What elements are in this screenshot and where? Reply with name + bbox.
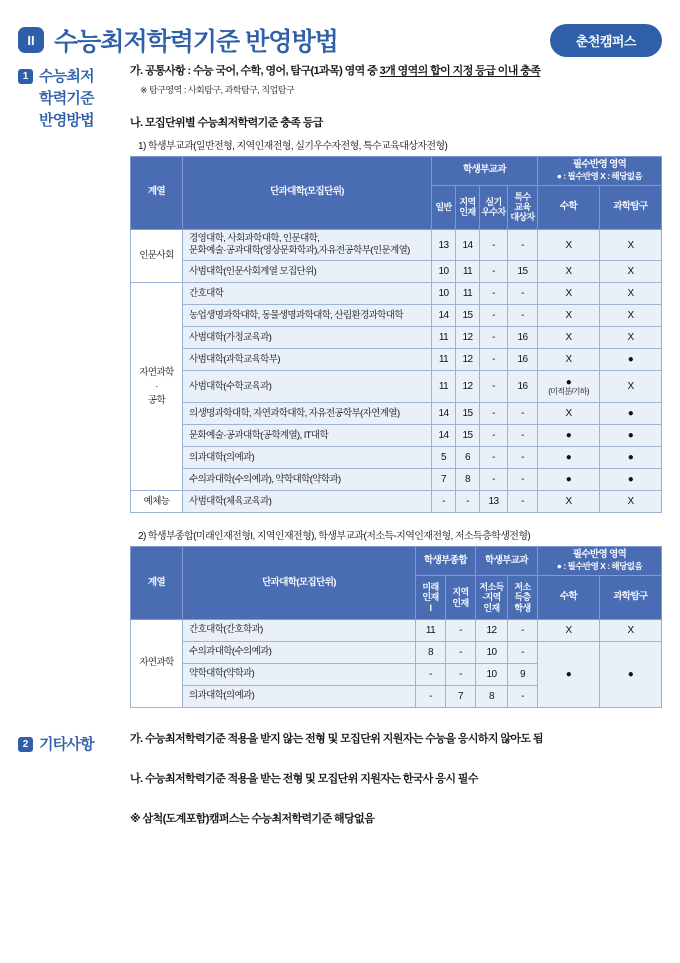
td-silgi: - xyxy=(479,261,507,283)
table-2-caption: 2) 학생부종합(미래인재전형I, 지역인재전형), 학생부교과(저소득-지역인재전형, 저소득층학생전형) xyxy=(138,531,531,543)
td-teuksu: - xyxy=(507,403,537,425)
th-suhak: 수학 xyxy=(538,576,600,620)
section-1 xyxy=(0,62,680,708)
td-jeosodeuk-haksaeng: 9 xyxy=(507,664,537,686)
td-teuksu: - xyxy=(507,491,537,513)
td-silgi: - xyxy=(479,403,507,425)
section-2 xyxy=(0,730,680,826)
td-unit-name: 문화예술·공과대학(공학계열), IT대학 xyxy=(183,425,432,447)
td-silgi: - xyxy=(479,349,507,371)
table-row xyxy=(131,491,662,513)
td-suhak: X xyxy=(538,327,600,349)
td-unit-name: 간호대학 xyxy=(183,283,432,305)
th-jiyeok-injae-l2: 인재 xyxy=(459,207,476,218)
th-teuksu-l2: 교육 xyxy=(514,202,531,213)
td-teuksu: 16 xyxy=(507,371,537,403)
td-teuksu: 16 xyxy=(507,349,537,371)
td-jiyeok: 6 xyxy=(455,447,479,469)
td-silgi: - xyxy=(479,425,507,447)
section-2-body xyxy=(130,730,662,826)
td-ilban: 7 xyxy=(431,469,455,491)
th-silgi-usuja-l1: 실기 xyxy=(485,196,502,207)
table-row xyxy=(131,261,662,283)
td-silgi: - xyxy=(479,371,507,403)
etc-line-note: ※ 삼척(도계포함)캠퍼스는 수능최저학력기준 해당없음 xyxy=(130,813,375,826)
td-gwahak: X xyxy=(600,327,662,349)
common-requirement-underlined: 3개 영역의 합이 지정 등급 이내 충족 xyxy=(379,65,541,77)
exploration-subject-note: ※ 탐구영역 : 사회탐구, 과학탐구, 직업탐구 xyxy=(140,85,295,95)
th-required-title: 필수반영 영역 xyxy=(572,159,627,170)
th-jeosodeuk-jiyeok-injae xyxy=(475,576,507,620)
th-silgi-usuja-l2: 우수자 xyxy=(481,207,506,218)
td-gwahak: X xyxy=(600,283,662,305)
page-header xyxy=(0,0,680,62)
td-silgi: - xyxy=(479,283,507,305)
table-1-header-row-1 xyxy=(131,157,662,186)
th-ilban: 일반 xyxy=(431,185,455,229)
td-jiyeok: 7 xyxy=(445,686,475,708)
th-gyeyeol: 계열 xyxy=(131,547,183,620)
td-suhak: X xyxy=(538,349,600,371)
th-jsdh-l3: 학생 xyxy=(514,602,531,613)
td-jiyeok: 8 xyxy=(455,469,479,491)
table-2-header-row-1 xyxy=(131,547,662,576)
td-teuksu: - xyxy=(507,447,537,469)
td-gwahak: X xyxy=(600,305,662,327)
td-jeosodeuk-haksaeng: - xyxy=(507,620,537,642)
td-ilban: 5 xyxy=(431,447,455,469)
td-silgi: - xyxy=(479,229,507,261)
td-teuksu: 15 xyxy=(507,261,537,283)
td-jiyeok: - xyxy=(455,491,479,513)
td-gwahak: X xyxy=(600,491,662,513)
td-suhak-dot: ● xyxy=(565,376,572,388)
td-category-l3: 공학 xyxy=(147,395,166,406)
td-category-l1: 자연과학 xyxy=(139,366,174,378)
td-mirae: 8 xyxy=(415,642,445,664)
td-ilban: - xyxy=(431,491,455,513)
th-danwi: 단과대학(모집단위) xyxy=(183,547,416,620)
section-1-label-line-3: 반영방법 xyxy=(39,111,94,129)
th-required-legend: ● : 필수반영 X : 해당없음 xyxy=(556,170,643,181)
td-gwahak: ● xyxy=(600,447,662,469)
td-gwahak: X xyxy=(600,229,662,261)
th-mirae-l1: 미래 xyxy=(422,582,439,593)
section-1-label-column xyxy=(18,62,130,708)
etc-line-a: 가. 수능최저학력기준 적용을 받지 않는 전형 및 모집단위 지원자는 수능을 응시하지 않아도 됨 xyxy=(130,733,543,746)
td-suhak: X xyxy=(538,283,600,305)
td-suhak: X xyxy=(538,305,600,327)
td-teuksu: 16 xyxy=(507,327,537,349)
td-unit-name: 간호대학(간호학과) xyxy=(183,620,416,642)
td-suhak-merged: ● xyxy=(538,642,600,708)
td-jiyeok: - xyxy=(445,664,475,686)
td-gwahak: ● xyxy=(600,403,662,425)
section-1-body xyxy=(130,62,662,708)
th-gwahak-tamgu: 과학탐구 xyxy=(600,185,662,229)
td-teuksu: - xyxy=(507,283,537,305)
th-group-haksaengbu-jonghap: 학생부종합 xyxy=(415,547,475,576)
td-unit-name: 사범대학(인문사회계열 모집단위) xyxy=(183,261,432,283)
th-group-required-areas xyxy=(538,157,662,186)
table-row xyxy=(131,349,662,371)
common-requirement-prefix: 가. 공통사항 : 수능 국어, 수학, 영어, 탐구(1과목) 영역 중 xyxy=(130,65,380,77)
campus-badge: 춘천캠퍼스 xyxy=(550,24,662,57)
td-unit-name: 수의과대학(수의예과) xyxy=(183,642,416,664)
td-ilban: 13 xyxy=(431,229,455,261)
td-ilban: 14 xyxy=(431,403,455,425)
table-1-caption: 1) 학생부교과(일반전형, 지역인재전형, 실기우수자전형, 특수교육대상자전형) xyxy=(138,141,448,152)
th-suhak: 수학 xyxy=(538,185,600,229)
td-unit-name-l1: 경영대학, 사회과학대학, 인문대학, xyxy=(189,232,320,244)
td-ilban: 10 xyxy=(431,283,455,305)
td-ilban: 11 xyxy=(431,327,455,349)
th-jsdj-l1: 저소득 xyxy=(479,582,504,593)
td-unit-name: 의생명과학대학, 자연과학대학, 자유전공학부(자연계열) xyxy=(183,403,432,425)
td-jiyeok: 15 xyxy=(455,305,479,327)
page-title: 수능최저학력기준 반영방법 xyxy=(54,28,338,56)
td-unit-name: 사범대학(수학교육과) xyxy=(183,371,432,403)
th-teuksu-gyoyuk xyxy=(507,185,537,229)
td-gwahak: X xyxy=(600,261,662,283)
td-unit-name: 농업생명과학대학, 동물생명과학대학, 산림환경과학대학 xyxy=(183,305,432,327)
td-jeosodeuk-haksaeng: - xyxy=(507,686,537,708)
td-unit-name-l2: 문화예술·공과대학(영상문화학과),자유전공학부(인문계열) xyxy=(189,245,410,257)
table-row xyxy=(131,327,662,349)
section-1-number-badge: 1 xyxy=(18,69,33,84)
td-jiyeok: - xyxy=(445,642,475,664)
td-suhak: X xyxy=(538,261,600,283)
td-jeosodeuk-haksaeng: - xyxy=(507,642,537,664)
td-silgi: - xyxy=(479,327,507,349)
th-teuksu-l1: 특수 xyxy=(514,191,531,202)
td-category-natural-science: 자연과학 xyxy=(131,620,183,708)
table-row xyxy=(131,447,662,469)
td-ilban: 14 xyxy=(431,305,455,327)
td-gwahak: X xyxy=(600,620,662,642)
td-unit-name: 의과대학(의예과) xyxy=(183,447,432,469)
table-1-body xyxy=(131,229,662,513)
td-ilban: 10 xyxy=(431,261,455,283)
th-jiyeok-l1: 지역 xyxy=(452,587,469,598)
td-category-l2: · xyxy=(155,380,158,392)
td-jiyeok: - xyxy=(445,620,475,642)
table-row xyxy=(131,425,662,447)
td-jeosodeuk-jiyeok: 12 xyxy=(475,620,507,642)
td-jiyeok: 12 xyxy=(455,371,479,403)
td-suhak xyxy=(538,371,600,403)
td-jiyeok: 12 xyxy=(455,327,479,349)
td-jeosodeuk-jiyeok: 10 xyxy=(475,664,507,686)
td-teuksu: - xyxy=(507,229,537,261)
td-suhak: ● xyxy=(538,469,600,491)
table-row xyxy=(131,371,662,403)
td-category-arts-sports: 예체능 xyxy=(131,491,183,513)
td-unit-name: 사범대학(체육교육과) xyxy=(183,491,432,513)
th-teuksu-l3: 대상자 xyxy=(510,212,535,223)
td-unit-name: 의과대학(의예과) xyxy=(183,686,416,708)
table-row xyxy=(131,469,662,491)
td-jiyeok: 14 xyxy=(455,229,479,261)
td-ilban: 11 xyxy=(431,371,455,403)
th-jiyeok-injae-l1: 지역 xyxy=(459,196,476,207)
table-row xyxy=(131,642,662,664)
td-unit-name xyxy=(183,229,432,261)
td-jiyeok: 12 xyxy=(455,349,479,371)
td-mirae: - xyxy=(415,686,445,708)
th-required-legend: ● : 필수반영 X : 해당없음 xyxy=(556,561,643,572)
th-gwahak-tamgu: 과학탐구 xyxy=(600,576,662,620)
td-silgi: - xyxy=(479,447,507,469)
table-row xyxy=(131,229,662,261)
td-unit-name: 약학대학(약학과) xyxy=(183,664,416,686)
table-row xyxy=(131,403,662,425)
td-unit-name: 사범대학(과학교육학부) xyxy=(183,349,432,371)
common-requirement-paragraph xyxy=(130,62,662,78)
td-ilban: 11 xyxy=(431,349,455,371)
td-silgi: 13 xyxy=(479,491,507,513)
td-unit-name: 사범대학(가정교육과) xyxy=(183,327,432,349)
td-jiyeok: 15 xyxy=(455,425,479,447)
td-suhak-subject-note: (미적분/기하) xyxy=(548,386,589,396)
td-jiyeok: 11 xyxy=(455,283,479,305)
td-suhak: ● xyxy=(538,425,600,447)
td-teuksu: - xyxy=(507,469,537,491)
th-jiyeok-l2: 인재 xyxy=(452,597,469,608)
etc-line-b: 나. 수능최저학력기준 적용을 받는 전형 및 모집단위 지원자는 한국사 응시 필수 xyxy=(130,773,478,786)
td-gwahak: ● xyxy=(600,425,662,447)
th-group-required-areas xyxy=(538,547,662,576)
td-jiyeok: 15 xyxy=(455,403,479,425)
td-unit-name: 수의과대학(수의예과), 약학대학(약학과) xyxy=(183,469,432,491)
td-jeosodeuk-jiyeok: 10 xyxy=(475,642,507,664)
section-1-label xyxy=(39,66,94,131)
td-ilban: 14 xyxy=(431,425,455,447)
th-jsdh-l1: 저소 xyxy=(514,582,531,593)
td-jiyeok: 11 xyxy=(455,261,479,283)
td-suhak: X xyxy=(538,491,600,513)
section-roman-badge: II xyxy=(18,27,44,53)
th-mirae-l2: 인재 xyxy=(422,592,439,603)
th-group-haksaengbu-gyogwa: 학생부교과 xyxy=(431,157,537,186)
td-suhak: ● xyxy=(538,447,600,469)
td-gwahak: X xyxy=(600,371,662,403)
table-row xyxy=(131,305,662,327)
table-2-criteria-jonghap xyxy=(130,546,662,708)
th-group-haksaengbu-gyogwa: 학생부교과 xyxy=(475,547,537,576)
td-suhak: X xyxy=(538,620,600,642)
table-1-criteria-gyogwa xyxy=(130,156,662,513)
th-mirae-l3: I xyxy=(429,602,432,613)
th-jsdj-l3: 인재 xyxy=(483,602,500,613)
table-2-body xyxy=(131,620,662,708)
th-jiyeok-injae xyxy=(445,576,475,620)
td-category-natural-eng xyxy=(131,283,183,491)
section-1-label-line-2: 학력기준 xyxy=(39,89,94,107)
section-2-number-badge: 2 xyxy=(18,737,33,752)
table-row xyxy=(131,620,662,642)
th-mirae-injae xyxy=(415,576,445,620)
td-mirae: - xyxy=(415,664,445,686)
td-gwahak: ● xyxy=(600,469,662,491)
th-danwi: 단과대학(모집단위) xyxy=(183,157,432,230)
td-teuksu: - xyxy=(507,425,537,447)
td-silgi: - xyxy=(479,469,507,491)
th-jeosodeuk-haksaeng xyxy=(507,576,537,620)
td-jeosodeuk-jiyeok: 8 xyxy=(475,686,507,708)
th-jiyeok-injae xyxy=(455,185,479,229)
th-gyeyeol: 계열 xyxy=(131,157,183,230)
section-2-label: 기타사항 xyxy=(39,736,94,754)
th-jsdh-l2: 득층 xyxy=(514,592,531,603)
td-mirae: 11 xyxy=(415,620,445,642)
td-silgi: - xyxy=(479,305,507,327)
td-suhak: X xyxy=(538,229,600,261)
td-gwahak: ● xyxy=(600,349,662,371)
th-jsdj-l2: -지역 xyxy=(482,592,501,603)
td-gwahak-merged: ● xyxy=(600,642,662,708)
td-category-humanities: 인문사회 xyxy=(131,229,183,283)
td-suhak: X xyxy=(538,403,600,425)
criteria-by-unit-heading: 나. 모집단위별 수능최저학력기준 충족 등급 xyxy=(130,117,323,129)
table-row xyxy=(131,283,662,305)
th-silgi-usuja xyxy=(479,185,507,229)
td-teuksu: - xyxy=(507,305,537,327)
th-required-title: 필수반영 영역 xyxy=(572,549,627,561)
section-2-label-column xyxy=(18,730,130,826)
section-1-label-line-1: 수능최저 xyxy=(39,68,94,85)
